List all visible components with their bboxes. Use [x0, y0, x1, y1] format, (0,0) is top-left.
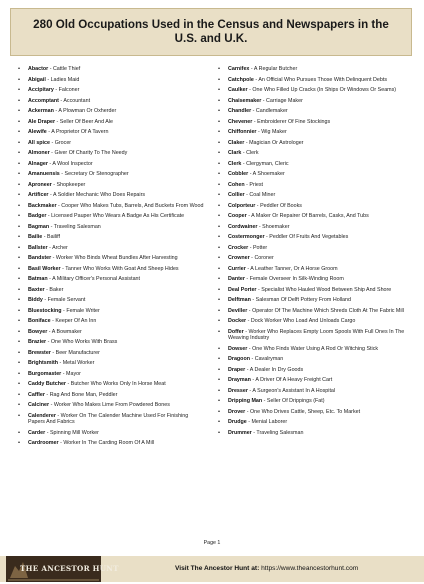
occupation-definition: A Driver Of A Heavy Freight Cart	[255, 377, 333, 384]
occupation-definition: Embroiderer Of Fine Stockings	[257, 118, 331, 125]
term-separator: -	[49, 223, 54, 230]
occupation-term: Danter	[228, 276, 245, 282]
term-separator: -	[248, 171, 253, 177]
occupation-list-item	[216, 308, 414, 315]
occupation-term: Delftman	[228, 297, 251, 303]
term-separator: -	[61, 370, 67, 377]
occupation-list-item	[16, 119, 206, 126]
occupation-list-item	[16, 392, 206, 399]
visit-prefix: Visit The Ancestor Hunt at:	[175, 565, 260, 572]
occupation-term: Abactor	[28, 66, 49, 72]
occupation-definition: Grocer	[54, 139, 72, 146]
title-line-1: 280 Old Occupations Used in the Census and Newspapers in the	[33, 18, 389, 31]
term-separator: -	[251, 108, 256, 114]
occupation-list-item	[16, 224, 206, 231]
occupation-term: Cobbler	[228, 171, 249, 177]
occupation-term: Cardroomer	[28, 440, 59, 447]
occupation-list-item	[16, 381, 206, 388]
occupation-definition: A Proprietor Of A Tavern	[51, 129, 109, 135]
occupation-definition: Magician Or Astrologer	[249, 139, 304, 146]
occupation-list-item	[16, 413, 206, 427]
occupation-term: Dresser	[228, 387, 248, 394]
occupation-definition: Spinning Mill Worker	[49, 429, 99, 436]
occupation-term: Caulker	[228, 87, 248, 93]
occupation-term: Catchpole	[228, 76, 254, 83]
occupation-term: Batman	[28, 276, 48, 282]
occupation-term: Alnager	[28, 160, 48, 167]
occupation-list-item	[16, 430, 206, 437]
occupation-definition: One Who Drives Cattle, Sheep, Etc. To Market	[249, 408, 361, 415]
occupation-list-item	[216, 77, 414, 84]
occupation-term: Deal Porter	[228, 286, 257, 293]
occupation-definition: Mayor	[66, 370, 81, 377]
occupation-term: Chaisemaker	[228, 97, 262, 104]
term-separator: -	[256, 129, 262, 135]
occupation-list-item	[216, 66, 414, 73]
term-separator: -	[55, 118, 60, 125]
occupation-list-item	[16, 129, 206, 136]
term-separator: -	[250, 297, 256, 303]
occupation-term: Dripping Man	[228, 398, 263, 405]
occupation-list-item	[16, 360, 206, 367]
occupation-term: Costermonger	[228, 234, 265, 240]
term-separator: -	[250, 377, 256, 384]
term-separator: -	[57, 360, 63, 366]
term-separator: -	[60, 265, 66, 272]
occupation-term: Boniface	[28, 318, 51, 324]
occupation-list-item	[216, 245, 414, 252]
term-separator: -	[44, 286, 50, 293]
occupation-list-item	[16, 182, 206, 189]
occupation-list-item	[216, 150, 414, 157]
term-separator: -	[58, 440, 64, 447]
occupation-definition: Seller Of Beer And Ale	[59, 118, 113, 125]
occupation-definition: One Who Finds Water Using A Rod Or Witching Stick	[252, 345, 379, 352]
occupation-definition: Peddler Of Books	[260, 202, 302, 209]
occupation-list-item	[216, 98, 414, 105]
occupation-definition: One Who Works With Brass	[50, 339, 118, 345]
occupation-list-item	[16, 192, 206, 199]
term-separator: -	[50, 318, 56, 324]
term-separator: -	[47, 276, 53, 282]
occupation-definition: Cooper Who Makes Tubs, Barrels, And Buckets From Wood	[61, 202, 204, 209]
term-separator: -	[264, 234, 270, 240]
term-separator: -	[241, 160, 247, 167]
occupation-term: Drummer	[228, 429, 252, 436]
occupation-definition: Worker Who Makes Lime From Powdered Bones	[53, 402, 170, 408]
occupation-definition: Traveling Salesman	[53, 223, 101, 230]
occupation-list-item	[16, 234, 206, 241]
occupation-list-item	[216, 129, 414, 136]
occupation-definition: Clerk	[246, 150, 259, 156]
occupation-term: Alewife	[28, 129, 47, 135]
occupation-list-item	[16, 350, 206, 357]
occupation-definition: Menial Laborer	[251, 419, 288, 426]
term-separator: -	[247, 87, 253, 93]
occupation-definition: Rag And Bone Man, Peddler	[49, 391, 118, 398]
occupation-term: Almoner	[28, 150, 50, 156]
occupation-term: Ballster	[28, 244, 48, 251]
occupation-term: Backmaker	[28, 202, 57, 209]
term-separator: -	[55, 412, 61, 419]
term-separator: -	[243, 328, 249, 335]
occupation-list-item	[16, 266, 206, 273]
occupation-definition: Carriage Maker	[266, 97, 303, 104]
occupation-list-item	[16, 255, 206, 262]
occupation-definition: A Dealer In Dry Goods	[249, 366, 304, 373]
occupation-definition: Worker On The Calender Machine Used For Finishing Papers And Fabrics	[28, 412, 189, 426]
term-separator: -	[51, 255, 56, 261]
occupation-term: Dowser	[228, 345, 248, 352]
term-separator: -	[245, 265, 251, 272]
occupation-term: Caffler	[28, 391, 45, 398]
occupation-list-item	[16, 440, 206, 447]
occupation-term: Brightsmith	[28, 360, 58, 366]
occupation-definition: Priest	[249, 181, 264, 188]
term-separator: -	[44, 391, 50, 398]
occupation-term: Cooper	[228, 213, 247, 219]
occupation-term: Calenderer	[28, 412, 56, 419]
occupation-term: Aproneer	[28, 181, 52, 188]
occupation-list-item	[16, 402, 206, 409]
term-separator: -	[49, 402, 54, 408]
term-separator: -	[61, 307, 67, 314]
occupation-list-item	[16, 371, 206, 378]
occupation-definition: Seller Of Drippings (Fat)	[266, 398, 325, 405]
term-separator: -	[46, 339, 51, 345]
occupation-list-item	[216, 356, 414, 363]
occupation-definition: Butcher Who Works Only In Horse Meat	[70, 381, 166, 387]
occupation-definition: Tanner Who Works With Goat And Sheep Hides	[65, 265, 179, 272]
occupation-definition: Ladies Maid	[50, 76, 80, 83]
occupation-definition: Candlemaker	[255, 108, 288, 114]
occupation-definition: Dock Worker Who Load And Unloads Cargo	[250, 318, 356, 324]
term-separator: -	[248, 244, 253, 251]
occupation-list-item	[216, 276, 414, 283]
term-separator: -	[244, 276, 250, 282]
occupation-term: Colporteur	[228, 202, 256, 209]
occupation-term: Dragoon	[228, 356, 250, 363]
logo-text: THE ANCESTOR HUNT	[20, 564, 119, 573]
term-separator: -	[241, 150, 247, 156]
occupation-list-item	[216, 108, 414, 115]
term-separator: -	[47, 244, 53, 251]
occupation-list-item	[216, 87, 414, 94]
occupation-term: Drayman	[228, 377, 251, 384]
occupation-term: Drudge	[228, 419, 247, 426]
occupation-list-item	[16, 245, 206, 252]
term-separator: -	[255, 202, 261, 209]
website-link[interactable]: https://www.theancestorhunt.com	[261, 565, 359, 572]
term-separator: -	[42, 297, 48, 303]
occupation-list-item	[216, 161, 414, 168]
occupation-list-item	[16, 213, 206, 220]
occupation-list-item	[216, 297, 414, 304]
occupation-list-item	[16, 150, 206, 157]
occupation-definition: Metal Worker	[62, 360, 95, 366]
occupation-term: Brewster	[28, 349, 51, 356]
occupation-list-item	[16, 171, 206, 178]
occupation-definition: Coroner	[254, 255, 274, 261]
occupation-term: Bluestocking	[28, 307, 62, 314]
term-separator: -	[261, 97, 267, 104]
term-separator: -	[47, 160, 53, 167]
occupation-definition: A Leather Tanner, Or A Horse Groom	[250, 265, 338, 272]
occupation-definition: Worker In The Carding Room Of A Mill	[63, 440, 155, 447]
occupation-term: All spice	[28, 139, 50, 146]
occupation-definition: Cattle Thief	[52, 66, 81, 72]
occupation-term: Caddy Butcher	[28, 381, 67, 387]
occupation-list-item	[216, 287, 414, 294]
occupation-list-item	[216, 377, 414, 384]
occupation-term: Drover	[228, 408, 246, 415]
occupation-definition: Secretary Or Stenographer	[64, 171, 129, 177]
term-separator: -	[262, 398, 267, 405]
occupation-definition: Female Overseer In Silk-Winding Room	[249, 276, 344, 282]
occupation-list-item	[16, 297, 206, 304]
term-separator: -	[249, 66, 254, 72]
occupation-term: Carder	[28, 429, 46, 436]
occupation-term: Currier	[228, 265, 246, 272]
term-separator: -	[53, 87, 59, 93]
term-separator: -	[249, 255, 255, 261]
term-separator: -	[247, 345, 253, 352]
occupation-list-item	[216, 213, 414, 220]
occupation-term: Chevener	[228, 118, 253, 125]
occupation-list-item	[216, 234, 414, 241]
occupation-term: Calciner	[28, 402, 50, 408]
occupation-term: Accipitary	[28, 87, 54, 93]
occupation-definition: Shopkeeper	[56, 181, 86, 188]
occupation-term: Claker	[228, 139, 245, 146]
occupation-definition: A Surgeon's Assistant In A Hospital	[252, 387, 336, 394]
term-separator: -	[53, 108, 59, 114]
left-column	[16, 66, 206, 451]
occupation-definition: A Bowmaker	[51, 328, 82, 335]
occupation-definition: One Who Filled Up Cracks (In Ships Or Windows Or Seams)	[252, 87, 397, 93]
term-separator: -	[252, 118, 258, 125]
occupation-definition: Accountant	[63, 97, 91, 104]
occupation-list-item	[16, 329, 206, 336]
occupation-list-item	[216, 329, 414, 343]
occupation-definition: Female Writer	[66, 307, 100, 314]
occupation-list-item	[216, 409, 414, 416]
term-separator: -	[48, 66, 53, 72]
occupation-term: Crocker	[228, 244, 249, 251]
occupation-term: Basil Worker	[28, 265, 61, 272]
occupation-term: Ale Draper	[28, 118, 56, 125]
occupation-definition: Worker Who Replaces Empty Loom Spools With Full Ones In The Weaving Industry	[228, 328, 405, 342]
term-separator: -	[244, 139, 250, 146]
occupation-list-item	[16, 87, 206, 94]
occupation-list-item	[216, 171, 414, 178]
occupation-definition: A Plowman Or Oxherder	[58, 108, 117, 114]
term-separator: -	[59, 171, 65, 177]
occupation-list-item	[216, 119, 414, 126]
occupation-term: Doffer	[228, 328, 244, 335]
occupation-term: Collier	[228, 192, 245, 198]
occupation-term: Ackerman	[28, 108, 54, 114]
term-separator: -	[246, 419, 252, 426]
term-separator: -	[46, 129, 52, 135]
occupation-list-item	[16, 287, 206, 294]
occupation-list-item	[16, 140, 206, 147]
occupation-definition: A Military Officer's Personal Assistant	[52, 276, 141, 282]
term-separator: -	[42, 234, 48, 240]
term-separator: -	[256, 286, 262, 293]
occupation-definition: Keeper Of An Inn	[55, 318, 97, 324]
occupation-list-item	[216, 419, 414, 426]
term-separator: -	[249, 356, 255, 363]
occupation-term: Bowyer	[28, 328, 48, 335]
occupation-definition: Shoemaker	[262, 223, 290, 230]
occupation-term: Bagman	[28, 223, 50, 230]
occupation-term: Cordwainer	[228, 223, 258, 230]
occupation-term: Biddy	[28, 297, 43, 303]
occupation-term: Clark	[228, 150, 242, 156]
occupation-list-item	[16, 98, 206, 105]
occupation-definition: Traveling Salesman	[256, 429, 304, 436]
right-column	[216, 66, 414, 440]
occupation-term: Docker	[228, 318, 247, 324]
occupation-list-item	[16, 203, 206, 210]
occupation-term: Carnifex	[228, 66, 250, 72]
occupation-definition: Worker Who Binds Wheat Bundles After Harvesting	[55, 255, 178, 261]
occupation-term: Draper	[228, 366, 246, 373]
term-separator: -	[47, 328, 52, 335]
occupation-term: Bailie	[28, 234, 43, 240]
occupation-definition: Wig Maker	[261, 129, 287, 135]
occupation-term: Abigail	[28, 76, 46, 83]
occupation-definition: Operator Of The Machine Which Shreds Cloth At The Fabric Mill	[252, 307, 404, 314]
term-separator: -	[66, 381, 71, 387]
occupation-definition: A Regular Butcher	[253, 66, 298, 72]
occupation-list-item	[16, 66, 206, 73]
occupation-list-item	[216, 388, 414, 395]
occupation-definition: A Maker Or Repairer Of Barrels, Casks, And Tubs	[251, 213, 369, 219]
occupation-definition: An Official Who Pursues Those With Delinquent Debts	[258, 76, 388, 83]
occupation-definition: Falconer	[58, 87, 80, 93]
occupation-definition: Salesman Of Delft Pottery From Holland	[255, 297, 351, 303]
occupation-definition: Peddler Of Fruits And Vegetables	[269, 234, 349, 240]
occupation-term: Bandster	[28, 255, 52, 261]
occupation-definition: Clergyman, Cleric	[246, 160, 289, 167]
occupation-list-item	[216, 255, 414, 262]
occupation-list-item	[16, 308, 206, 315]
occupation-term: Brazier	[28, 339, 47, 345]
occupation-definition: Giver Of Charity To The Needy	[54, 150, 128, 156]
occupation-term: Accomptant	[28, 97, 59, 104]
occupation-definition: Coal Miner	[249, 192, 276, 198]
occupation-term: Clerk	[228, 160, 242, 167]
occupation-definition: Licensed Pauper Who Wears A Badge As His Certificate	[51, 213, 185, 219]
term-separator: -	[49, 139, 55, 146]
occupation-list-item	[16, 339, 206, 346]
term-separator: -	[56, 202, 62, 209]
title-line-2: U.S. and U.K.	[174, 32, 248, 45]
term-separator: -	[45, 429, 50, 436]
term-separator: -	[251, 429, 257, 436]
term-separator: -	[246, 318, 251, 324]
occupation-list-item	[16, 276, 206, 283]
term-separator: -	[247, 307, 253, 314]
occupation-term: Amanuensis	[28, 171, 60, 177]
occupation-definition: Beer Manufacturer	[55, 349, 100, 356]
term-separator: -	[253, 76, 259, 83]
occupation-list-item	[216, 398, 414, 405]
occupation-list-item	[216, 430, 414, 437]
term-separator: -	[51, 181, 57, 188]
occupation-term: Baxter	[28, 286, 45, 293]
occupation-list-item	[16, 77, 206, 84]
occupation-definition: A Shoemaker	[252, 171, 285, 177]
occupation-term: Cohen	[228, 181, 245, 188]
occupation-list-item	[216, 224, 414, 231]
occupation-definition: A Wool Inspector	[52, 160, 93, 167]
occupation-term: Chandler	[228, 108, 252, 114]
term-separator: -	[48, 192, 53, 198]
occupation-term: Burgomaster	[28, 370, 62, 377]
term-separator: -	[244, 181, 250, 188]
occupation-term: Deviller	[228, 307, 248, 314]
occupation-list-item	[216, 266, 414, 273]
occupation-definition: Cavalryman	[254, 356, 284, 363]
occupation-list-item	[216, 140, 414, 147]
visit-line	[175, 565, 358, 572]
occupation-term: Artificer	[28, 192, 49, 198]
occupation-definition: Potter	[252, 244, 268, 251]
term-separator: -	[45, 76, 51, 83]
occupation-list-item	[216, 346, 414, 353]
occupation-definition: A Soldier Mechanic Who Does Repairs	[52, 192, 146, 198]
occupation-list-item	[216, 182, 414, 189]
occupation-term: Chiffonnier	[228, 129, 257, 135]
occupation-definition: Bailiff	[47, 234, 60, 240]
occupation-list-item	[16, 108, 206, 115]
term-separator: -	[49, 150, 55, 156]
occupation-definition: Archer	[52, 244, 68, 251]
term-separator: -	[247, 387, 253, 394]
occupation-list-item	[216, 192, 414, 199]
term-separator: -	[58, 97, 64, 104]
footer-banner	[0, 556, 424, 582]
term-separator: -	[245, 408, 250, 415]
occupation-list-item	[16, 161, 206, 168]
term-separator: -	[244, 192, 250, 198]
page-number: Page 1	[203, 540, 221, 546]
term-separator: -	[245, 366, 250, 373]
term-separator: -	[50, 349, 56, 356]
occupation-list-item	[216, 203, 414, 210]
term-separator: -	[46, 213, 52, 219]
occupation-term: Badger	[28, 213, 47, 219]
term-separator: -	[246, 213, 252, 219]
occupation-list-item	[216, 367, 414, 374]
occupation-definition: Female Servant	[47, 297, 86, 303]
document-title-banner	[10, 8, 412, 56]
occupation-list-item	[216, 318, 414, 325]
term-separator: -	[257, 223, 263, 230]
occupation-list-item	[16, 318, 206, 325]
occupation-definition: Specialist Who Hauled Wood Between Ship And Shore	[261, 286, 392, 293]
occupation-term: Crowner	[228, 255, 250, 261]
occupation-definition: Baker	[49, 286, 64, 293]
